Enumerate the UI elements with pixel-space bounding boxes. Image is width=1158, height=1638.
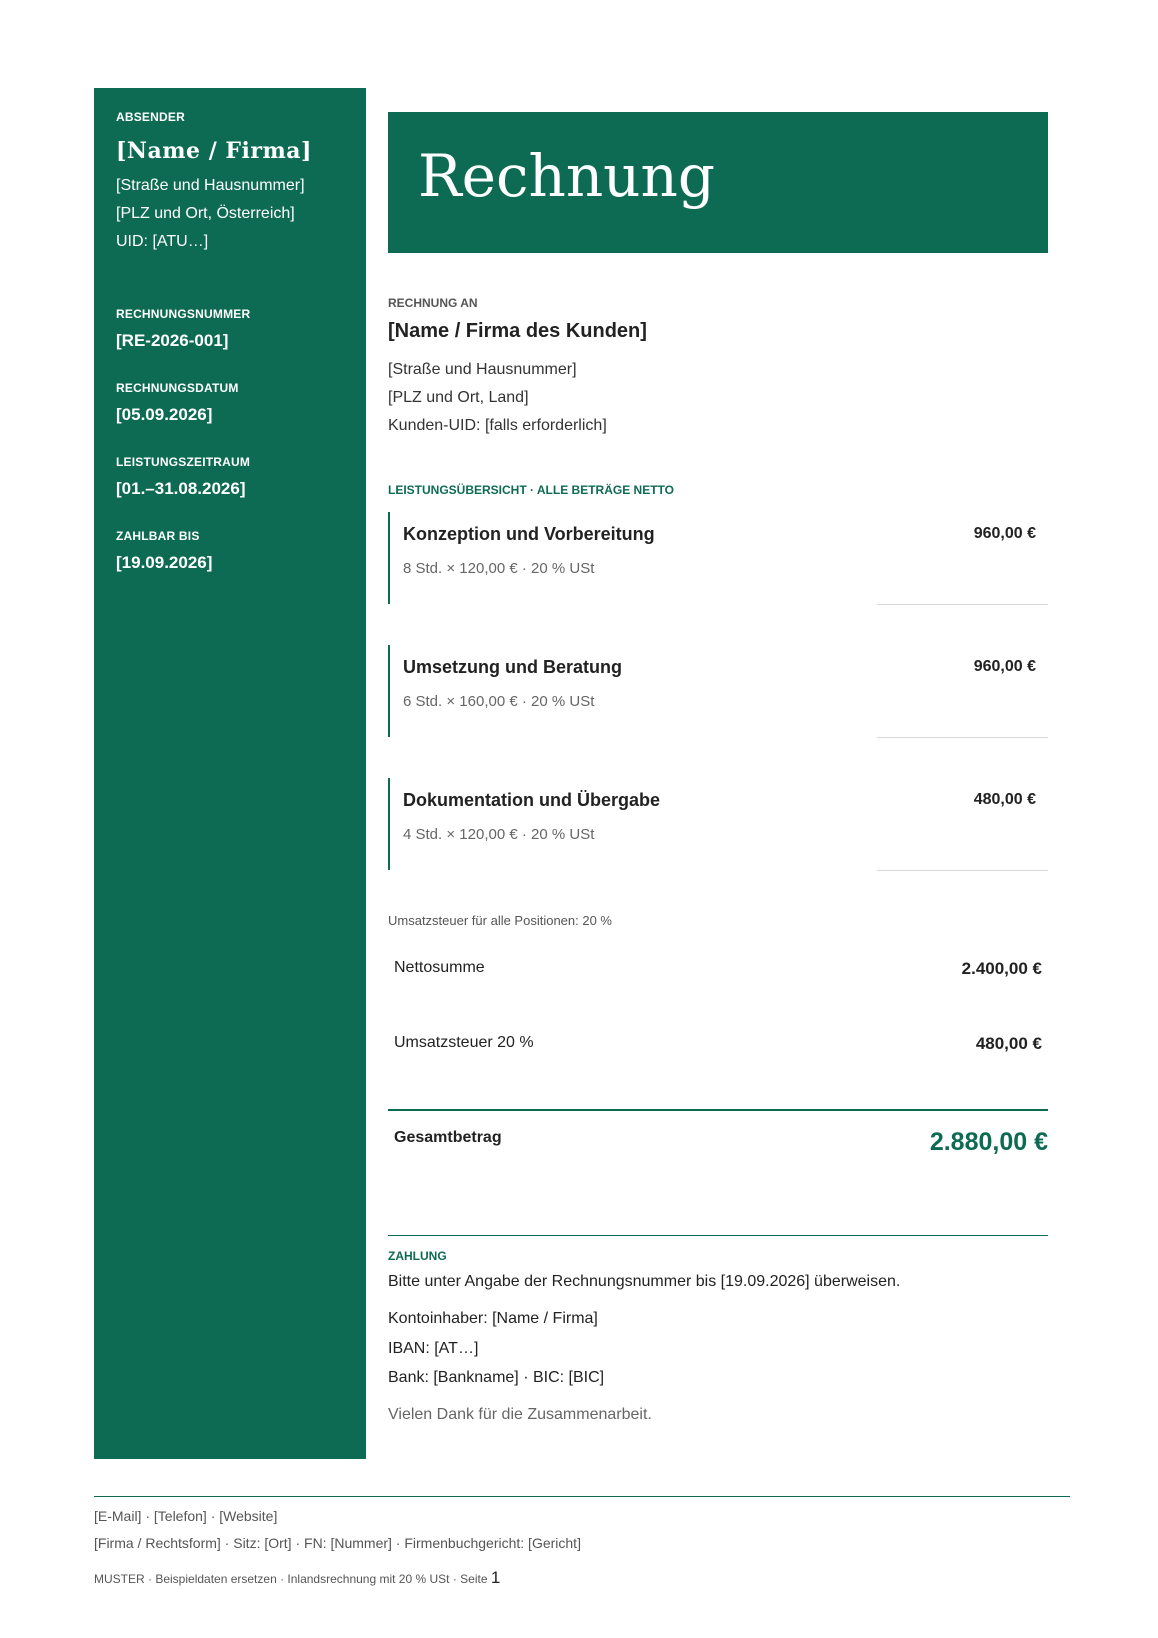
line-item bbox=[388, 778, 1048, 870]
footer-divider bbox=[94, 1496, 1070, 1497]
bank-bic: Bank: [Bankname] · BIC: [BIC] bbox=[388, 1369, 605, 1386]
recipient-label: RECHNUNG AN bbox=[388, 296, 478, 310]
items-label: LEISTUNGSÜBERSICHT · ALLE BETRÄGE NETTO bbox=[388, 483, 675, 497]
vat-total-label: Umsatzsteuer 20 % bbox=[394, 1034, 534, 1051]
payment-instruction: Bitte unter Angabe der Rechnungsnummer bis [19.09.2026] überweisen. bbox=[388, 1273, 901, 1290]
footer-legal: [Firma / Rechtsform] · Sitz: [Ort] · FN: [Nummer] · Firmenbuchgericht: [Gericht] bbox=[94, 1535, 581, 1551]
total-divider bbox=[388, 1109, 1048, 1111]
net-total-value: 2.400,00 € bbox=[961, 959, 1042, 978]
service-period-block bbox=[116, 455, 250, 499]
account-holder: Kontoinhaber: [Name / Firma] bbox=[388, 1310, 598, 1327]
item-divider bbox=[877, 737, 1048, 738]
invoice-number-block bbox=[116, 307, 250, 351]
footer-contact: [E-Mail] · [Telefon] · [Website] bbox=[94, 1508, 278, 1524]
gross-total-value: 2.880,00 € bbox=[929, 1128, 1048, 1156]
service-period-value: [01.–31.08.2026] bbox=[116, 479, 246, 498]
sender-street: [Straße und Hausnummer] bbox=[116, 177, 305, 194]
sender-sidebar bbox=[94, 88, 366, 1459]
payment-divider bbox=[388, 1235, 1048, 1236]
due-date-label: ZAHLBAR BIS bbox=[116, 529, 200, 543]
recipient-name: [Name / Firma des Kunden] bbox=[388, 320, 647, 342]
item-description: 6 Std. × 160,00 € · 20 % USt bbox=[403, 693, 595, 710]
iban: IBAN: [AT…] bbox=[388, 1340, 479, 1357]
item-divider bbox=[877, 604, 1048, 605]
payment-label: ZAHLUNG bbox=[388, 1249, 447, 1263]
recipient-uid: Kunden-UID: [falls erforderlich] bbox=[388, 417, 607, 434]
item-accent-bar bbox=[388, 512, 390, 604]
net-total-label: Nettosumme bbox=[394, 959, 485, 976]
item-divider bbox=[877, 870, 1048, 871]
item-accent-bar bbox=[388, 645, 390, 737]
item-amount: 960,00 € bbox=[973, 658, 1036, 675]
item-title: Dokumentation und Übergabe bbox=[403, 790, 661, 810]
due-date-value: [19.09.2026] bbox=[116, 553, 213, 572]
invoice-date-label: RECHNUNGSDATUM bbox=[116, 381, 239, 395]
recipient-street: [Straße und Hausnummer] bbox=[388, 361, 577, 378]
sender-city: [PLZ und Ort, Österreich] bbox=[116, 205, 295, 222]
invoice-number-label: RECHNUNGSNUMMER bbox=[116, 307, 251, 321]
item-description: 8 Std. × 120,00 € · 20 % USt bbox=[403, 560, 595, 577]
invoice-number-value: [RE-2026-001] bbox=[116, 331, 229, 350]
title-banner bbox=[388, 112, 1048, 253]
item-description: 4 Std. × 120,00 € · 20 % USt bbox=[403, 826, 595, 843]
item-title: Konzeption und Vorbereitung bbox=[403, 524, 655, 544]
invoice-date-value: [05.09.2026] bbox=[116, 405, 213, 424]
sender-uid: UID: [ATU…] bbox=[116, 233, 209, 250]
sender-block bbox=[116, 110, 312, 256]
sender-label: ABSENDER bbox=[116, 110, 185, 124]
line-item bbox=[388, 645, 1048, 737]
item-accent-bar bbox=[388, 778, 390, 870]
service-period-label: LEISTUNGSZEITRAUM bbox=[116, 455, 251, 469]
item-amount: 480,00 € bbox=[973, 791, 1036, 808]
recipient-city: [PLZ und Ort, Land] bbox=[388, 389, 529, 406]
gross-total-label: Gesamtbetrag bbox=[394, 1129, 502, 1146]
due-date-block bbox=[116, 529, 212, 573]
document-title: Rechnung bbox=[418, 142, 716, 210]
item-title: Umsetzung und Beratung bbox=[403, 657, 622, 677]
thank-you-note: Vielen Dank für die Zusammenarbeit. bbox=[388, 1406, 652, 1423]
page-number: 1 bbox=[490, 1568, 501, 1587]
sender-name: [Name / Firma] bbox=[116, 138, 312, 164]
invoice-date-block bbox=[116, 381, 239, 425]
item-amount: 960,00 € bbox=[973, 525, 1036, 542]
vat-note: Umsatzsteuer für alle Positionen: 20 % bbox=[388, 913, 612, 928]
line-item bbox=[388, 512, 1048, 604]
footer-note-text: MUSTER · Beispieldaten ersetzen · Inlandsrechnung mit 20 % USt · Seite bbox=[94, 1572, 488, 1586]
vat-total-value: 480,00 € bbox=[975, 1034, 1042, 1053]
footer-note bbox=[94, 1568, 500, 1588]
